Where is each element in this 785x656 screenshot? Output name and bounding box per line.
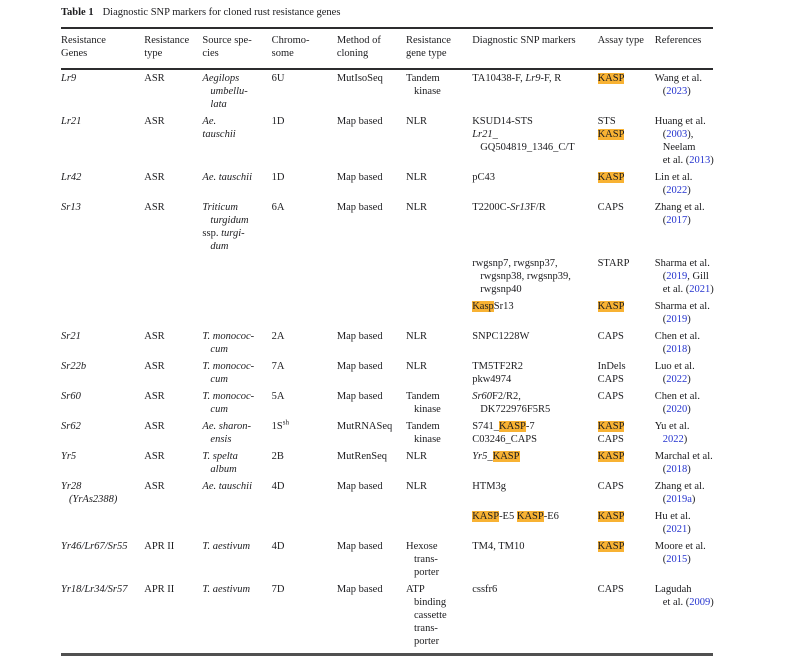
- citation-year-link[interactable]: 2021: [666, 524, 688, 535]
- cell-resistance-genes: [61, 508, 144, 538]
- cell-source-species: [202, 508, 271, 538]
- cell-diagnostic-snp-markers: KaspSr13: [472, 301, 514, 312]
- cell-chromosome: 6A: [271, 202, 285, 213]
- cell-references: Moore et al. (2015): [654, 541, 706, 565]
- table-row: [61, 199, 713, 255]
- cell-chromosome: 6U: [271, 73, 285, 84]
- cell-resistance-gene-type: Tandem kinase: [406, 421, 441, 445]
- cell-method-of-cloning: Map based: [336, 391, 383, 402]
- cell-diagnostic-snp-markers: KSUD14-STS Lr21_ GQ504819_1346_C/T: [472, 116, 575, 153]
- table-row: [61, 388, 713, 418]
- citation-year-link[interactable]: 2009: [689, 597, 711, 608]
- cell-references: Chen et al. (2020): [654, 391, 700, 415]
- cell-resistance-genes: Sr21: [61, 331, 81, 342]
- cell-assay-type: CAPS: [597, 584, 624, 595]
- cell-resistance-gene-type: Tandem kinase: [406, 391, 441, 415]
- cell-resistance-genes: Lr42: [61, 172, 82, 183]
- cell-assay-type: CAPS: [597, 202, 624, 213]
- cell-method-of-cloning: [337, 298, 406, 328]
- cell-method-of-cloning: MutRenSeq: [336, 451, 387, 462]
- cell-assay-type: [598, 508, 655, 538]
- cell-chromosome: 2A: [271, 331, 285, 342]
- table-body: [61, 69, 713, 650]
- cell-resistance-genes: Sr22b: [61, 361, 87, 372]
- cell-method-of-cloning: Map based: [336, 541, 383, 552]
- cell-chromosome: 7A: [271, 361, 285, 372]
- cell-references: Hu et al. (2021): [654, 511, 691, 535]
- cell-diagnostic-snp-markers: S741_KASP-7 C03246_CAPS: [472, 421, 537, 445]
- cell-source-species: T. monococ- cum: [202, 331, 255, 355]
- citation-year-link[interactable]: 2022: [662, 434, 684, 445]
- cell-resistance-type: ASR: [144, 172, 165, 183]
- cell-chromosome: 2B: [271, 451, 284, 462]
- cell-resistance-genes: Yr5: [61, 451, 77, 462]
- column-header-resistance-gene-type: Resistance gene type: [406, 28, 472, 69]
- cell-assay-type: CAPS: [597, 481, 624, 492]
- cell-resistance-gene-type: NLR: [406, 116, 428, 127]
- cell-method-of-cloning: [337, 255, 406, 298]
- cell-references: Yu et al. 2022): [654, 421, 690, 445]
- cell-chromosome: 7D: [271, 584, 285, 595]
- cell-resistance-genes: Sr62: [61, 421, 81, 432]
- cell-resistance-type: ASR: [144, 202, 165, 213]
- cell-references: Zhang et al. (2017): [654, 202, 705, 226]
- cell-assay-type: InDels CAPS: [597, 361, 626, 385]
- cell-resistance-type: ASR: [144, 73, 165, 84]
- cell-resistance-gene-type: NLR: [406, 451, 428, 462]
- citation-year-link[interactable]: 2020: [666, 404, 688, 415]
- kasp-highlight: KASP: [597, 129, 625, 140]
- cell-resistance-gene-type: NLR: [406, 202, 428, 213]
- citation-year-link[interactable]: 2021: [689, 284, 711, 295]
- citation-year-link[interactable]: 2019: [666, 314, 688, 325]
- cell-resistance-type: APR II: [144, 541, 175, 552]
- cell-assay-type: [598, 69, 655, 113]
- cell-resistance-gene-type: NLR: [406, 361, 428, 372]
- cell-assay-type: [598, 448, 655, 478]
- cell-source-species: [202, 298, 271, 328]
- cell-resistance-genes: Lr9: [61, 73, 77, 84]
- column-header-diagnostic-snp-markers: Diagnostic SNP markers: [472, 28, 597, 69]
- cell-diagnostic-snp-markers: TA10438-F, Lr9-F, R: [472, 73, 562, 84]
- cell-assay-type: [598, 538, 655, 581]
- kasp-highlight: KASP: [499, 421, 526, 432]
- citation-year-link[interactable]: 2022: [666, 374, 688, 385]
- cell-resistance-type: [144, 508, 202, 538]
- cell-source-species: Ae. tauschii: [202, 172, 252, 183]
- cell-resistance-type: [144, 298, 202, 328]
- cell-diagnostic-snp-markers: cssfr6: [472, 584, 498, 595]
- cell-resistance-type: [144, 255, 202, 298]
- cell-chromosome: 1D: [271, 172, 285, 183]
- kasp-highlight: KASP: [492, 451, 520, 462]
- table-row: [61, 255, 713, 298]
- cell-method-of-cloning: MutRNASeq: [336, 421, 393, 432]
- table-row: [61, 328, 713, 358]
- cell-assay-type: CAPS: [597, 391, 624, 402]
- column-header-resistance-genes: Resistance Genes: [61, 28, 144, 69]
- cell-source-species: T. aestivum: [202, 541, 251, 552]
- cell-references: Chen et al. (2018): [654, 331, 700, 355]
- kasp-highlight: KASP: [597, 541, 625, 552]
- citation-year-link[interactable]: 2019a: [666, 494, 692, 505]
- cell-chromosome: 5A: [271, 391, 285, 402]
- cell-source-species: Ae. tauschii: [202, 116, 236, 140]
- cell-references: Luo et al. (2022): [654, 361, 695, 385]
- cell-source-species: T. spelta album: [202, 451, 238, 475]
- citation-year-link[interactable]: 2017: [666, 215, 688, 226]
- cell-references: Zhang et al. (2019a): [654, 481, 705, 505]
- cell-resistance-genes: Lr21: [61, 116, 82, 127]
- cell-diagnostic-snp-markers: T2200C-Sr13F/R: [472, 202, 546, 213]
- cell-diagnostic-snp-markers: Sr60F2/R2, DK722976F5R5: [472, 391, 551, 415]
- citation-year-link[interactable]: 2013: [689, 155, 711, 166]
- cell-chromosome: 4D: [271, 541, 285, 552]
- cell-assay-type: KASP CAPS: [597, 421, 625, 445]
- cell-resistance-gene-type: Tandem kinase: [406, 73, 441, 97]
- cell-method-of-cloning: Map based: [336, 331, 383, 342]
- cell-resistance-genes: Yr18/Lr34/Sr57: [61, 584, 128, 595]
- cell-chromosome: 1D: [271, 116, 285, 127]
- table-header: [61, 28, 713, 69]
- cell-references: Sharma et al. (2019, Gill et al. (2021): [654, 258, 714, 295]
- citation-year-link[interactable]: 2003: [666, 129, 688, 140]
- cell-resistance-type: ASR: [144, 451, 165, 462]
- table-caption: [61, 6, 713, 19]
- cell-resistance-type: ASR: [144, 391, 165, 402]
- cell-assay-type: [598, 169, 655, 199]
- cell-resistance-gene-type: Hexose trans- porter: [406, 541, 440, 578]
- column-header-source-species: Source spe- cies: [202, 28, 271, 69]
- table-row: [61, 298, 713, 328]
- cell-diagnostic-snp-markers: pC43: [472, 172, 495, 183]
- kasp-highlight: KASP: [597, 301, 625, 312]
- table-row: [61, 358, 713, 388]
- cell-resistance-type: ASR: [144, 116, 165, 127]
- cell-method-of-cloning: Map based: [336, 481, 383, 492]
- cell-source-species: T. monococ- cum: [202, 391, 255, 415]
- cell-resistance-genes: Sr13: [61, 202, 81, 213]
- cell-method-of-cloning: Map based: [336, 116, 383, 127]
- cell-diagnostic-snp-markers: Yr5_KASP: [472, 451, 520, 462]
- cell-chromosome: [272, 298, 337, 328]
- kasp-highlight: KASP: [516, 511, 544, 522]
- table-row: [61, 478, 713, 508]
- column-header-assay-type: Assay type: [598, 28, 655, 69]
- table-row: [61, 418, 713, 448]
- cell-resistance-genes: [61, 255, 144, 298]
- cell-chromosome: [272, 508, 337, 538]
- column-header-chromosome: Chromo- some: [272, 28, 337, 69]
- citation-year-link[interactable]: 2022: [666, 185, 688, 196]
- cell-resistance-genes: Yr46/Lr67/Sr55: [61, 541, 128, 552]
- cell-source-species: Ae. sharon- ensis: [202, 421, 252, 445]
- cell-diagnostic-snp-markers: rwgsnp7, rwgsnp37, rwgsnp38, rwgsnp39, rwgsnp40: [472, 258, 571, 295]
- cell-resistance-gene-type: ATP binding cassette trans- porter: [406, 584, 447, 647]
- column-header-method-of-cloning: Method of cloning: [337, 28, 406, 69]
- cell-resistance-type: ASR: [144, 331, 165, 342]
- kasp-highlight: KASP: [597, 451, 625, 462]
- cell-chromosome: [272, 255, 337, 298]
- cell-diagnostic-snp-markers: TM5TF2R2 pkw4974: [472, 361, 523, 385]
- table-row: [61, 508, 713, 538]
- table-caption-text: Diagnostic SNP markers for cloned rust resistance genes: [102, 7, 341, 18]
- cell-resistance-gene-type: [406, 255, 472, 298]
- cell-method-of-cloning: Map based: [336, 361, 383, 372]
- table-region: [61, 6, 713, 656]
- cell-source-species: T. monococ- cum: [202, 361, 255, 385]
- cell-resistance-type: APR II: [144, 584, 175, 595]
- cell-source-species: [202, 255, 271, 298]
- cell-resistance-gene-type: NLR: [406, 331, 428, 342]
- cell-references: Sharma et al. (2019): [654, 301, 710, 325]
- cell-resistance-gene-type: NLR: [406, 481, 428, 492]
- table-row: [61, 538, 713, 581]
- citation-year-link[interactable]: 2023: [666, 86, 688, 97]
- cell-resistance-genes: [61, 298, 144, 328]
- cell-references: Lagudah et al. (2009): [654, 584, 714, 608]
- table-row: [61, 113, 713, 169]
- column-header-references: References: [655, 28, 713, 69]
- cell-resistance-genes: Yr28 (YrAs2388): [61, 481, 118, 505]
- citation-year-link[interactable]: 2018: [666, 464, 688, 475]
- header-row: [61, 28, 713, 69]
- cell-method-of-cloning: [337, 508, 406, 538]
- column-header-resistance-type: Resistance type: [144, 28, 202, 69]
- cell-references: Marchal et al. (2018): [654, 451, 713, 475]
- table-row: [61, 581, 713, 650]
- cell-references: Wang et al. (2023): [654, 73, 703, 97]
- kasp-highlight: KASP: [597, 73, 625, 84]
- cell-diagnostic-snp-markers: TM4, TM10: [472, 541, 525, 552]
- cell-diagnostic-snp-markers: KASP-E5 KASP-E6: [472, 511, 559, 522]
- table-row: [61, 448, 713, 478]
- cell-method-of-cloning: Map based: [336, 202, 383, 213]
- cell-references: Lin et al. (2022): [654, 172, 693, 196]
- cell-assay-type: CAPS: [597, 331, 624, 342]
- kasp-highlight: KASP: [597, 421, 625, 432]
- table-row: [61, 169, 713, 199]
- cell-resistance-type: ASR: [144, 481, 165, 492]
- cell-resistance-genes: Sr60: [61, 391, 81, 402]
- table-row: [61, 69, 713, 113]
- kasp-highlight: KASP: [472, 511, 500, 522]
- cell-source-species: Triticum turgidum ssp. turgi- dum: [202, 202, 249, 252]
- cell-diagnostic-snp-markers: SNPC1228W: [472, 331, 530, 342]
- cell-source-species: T. aestivum: [202, 584, 251, 595]
- cell-source-species: Ae. tauschii: [202, 481, 252, 492]
- citation-year-link[interactable]: 2018: [666, 344, 688, 355]
- cell-references: Huang et al. (2003), Neelam et al. (2013): [654, 116, 714, 166]
- snp-table: [61, 27, 713, 650]
- cell-diagnostic-snp-markers: HTM3g: [472, 481, 507, 492]
- citation-year-link[interactable]: 2015: [666, 554, 688, 565]
- cell-method-of-cloning: MutIsoSeq: [336, 73, 383, 84]
- cell-assay-type: [598, 298, 655, 328]
- kasp-highlight: Kasp: [472, 301, 494, 312]
- table-caption-label: Table 1: [61, 7, 94, 18]
- cell-source-species: Aegilops umbellu- lata: [202, 73, 248, 110]
- cell-resistance-type: ASR: [144, 421, 165, 432]
- cell-resistance-gene-type: [406, 298, 472, 328]
- cell-method-of-cloning: Map based: [336, 584, 383, 595]
- cell-method-of-cloning: Map based: [336, 172, 383, 183]
- kasp-highlight: KASP: [597, 511, 625, 522]
- cell-assay-type: STS KASP: [597, 116, 625, 140]
- cell-chromosome: 4D: [271, 481, 285, 492]
- cell-resistance-gene-type: NLR: [406, 172, 428, 183]
- cell-resistance-type: ASR: [144, 361, 165, 372]
- cell-assay-type: STARP: [597, 258, 630, 269]
- kasp-highlight: KASP: [597, 172, 625, 183]
- cell-chromosome: $1S^{sh}$: [271, 418, 289, 432]
- cell-resistance-gene-type: [406, 508, 472, 538]
- citation-year-link[interactable]: 2019: [666, 271, 688, 282]
